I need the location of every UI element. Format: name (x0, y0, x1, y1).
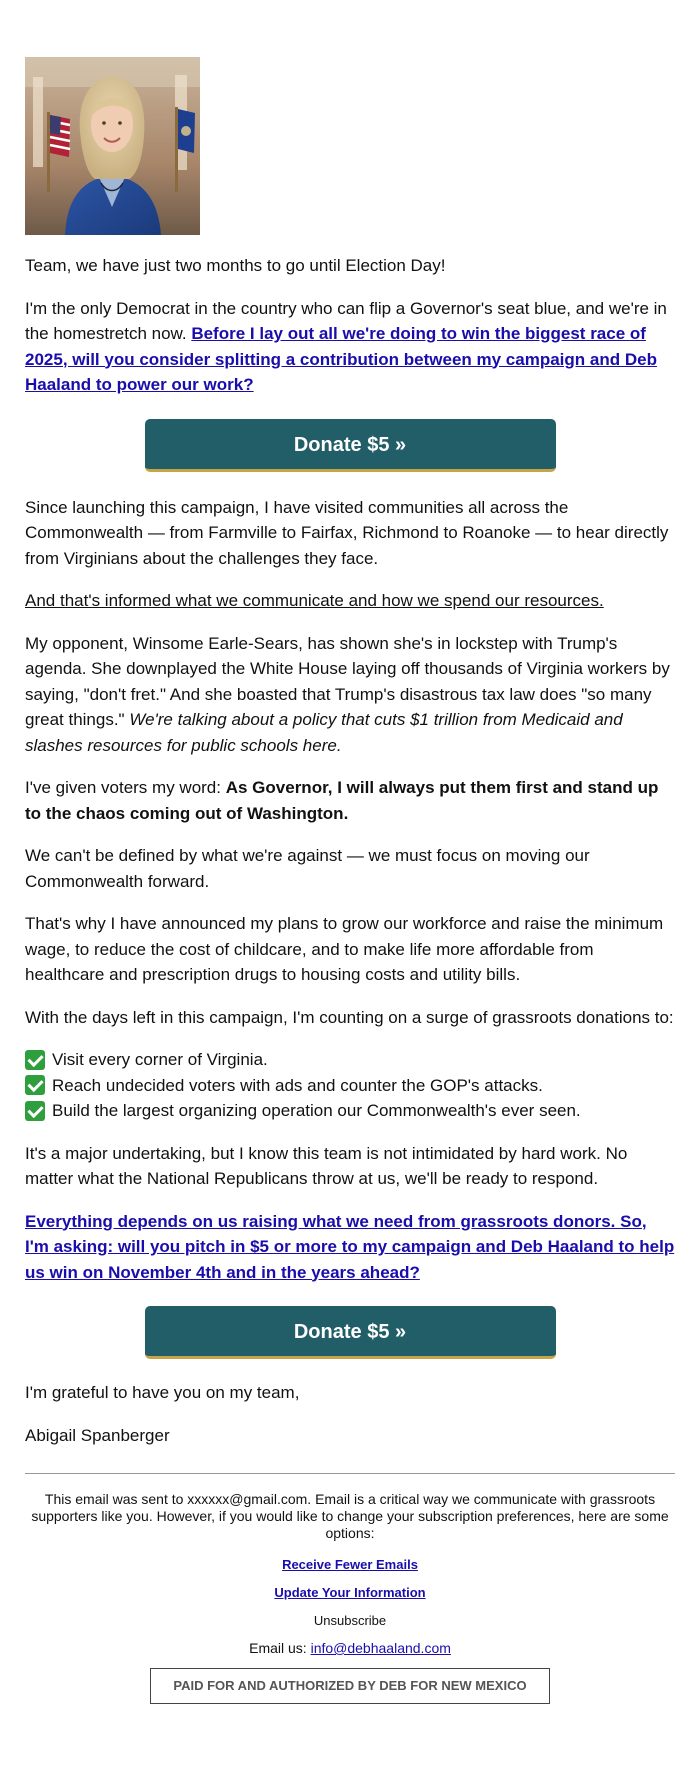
intro-paragraph (25, 296, 675, 398)
checklist-text: Visit every corner of Virginia. (52, 1050, 268, 1069)
checklist-text: Build the largest organizing operation our Commonwealth's ever seen. (52, 1101, 581, 1120)
checklist-text: Reach undecided voters with ads and counter the GOP's attacks. (52, 1075, 543, 1095)
donate-row-1 (25, 419, 675, 472)
list-item (25, 1073, 675, 1099)
opponent-text: My opponent, Winsome Earle-Sears, has shown she's in lockstep with Trump's agenda. She downplayed the White House laying off thousands of Virginia workers by saying, "don't fret." And she boasted that Trump's disastrous tax law does "so many great things." (25, 633, 670, 729)
opponent-paragraph (25, 631, 675, 759)
email-us-label: Email us: (249, 1640, 311, 1656)
surge-paragraph: With the days left in this campaign, I'm counting on a surge of grassroots donations to: (25, 1007, 674, 1027)
check-mark-icon (25, 1075, 45, 1095)
promise-bold: As Governor, I will always put them first and stand up to the chaos coming out of Washington. (25, 778, 659, 823)
list-item (25, 1098, 675, 1124)
contribution-link[interactable]: Before I lay out all we're doing to win the biggest race of 2025, will you consider splitting a contribution between my campaign and Deb Haaland to power our work? (25, 324, 657, 394)
campaign-paragraph: Since launching this campaign, I have visited communities all across the Commonwealth — from Farmville to Fairfax, Richmond to Roanoke — to hear directly from Virginians about the challenges they face. (25, 497, 669, 568)
ask-paragraph (25, 1209, 675, 1286)
signature: Abigail Spanberger (25, 1425, 170, 1445)
email-us-line (25, 1640, 675, 1657)
promise-paragraph (25, 775, 675, 826)
check-mark-icon (25, 1050, 45, 1070)
photo-container (25, 0, 675, 235)
greeting-paragraph: Team, we have just two months to go until Election Day! (25, 256, 446, 275)
update-information-link[interactable]: Update Your Information (274, 1585, 426, 1600)
undertaking-paragraph: It's a major undertaking, but I know this team is not intimidated by hard work. No matter what the National Republicans throw at us, we'll be ready to respond. (25, 1143, 628, 1188)
donate-row-2 (25, 1306, 675, 1359)
resources-paragraph: And that's informed what we communicate and how we spend our resources. (25, 591, 604, 610)
candidate-photo (25, 57, 200, 235)
unsubscribe-link[interactable]: Unsubscribe (313, 1613, 387, 1628)
medicaid-italic: We're talking about a policy that cuts $1 trillion from Medicaid and slashes resources for public schools here. (25, 710, 623, 755)
donate-button-top[interactable]: Donate $5 » (145, 419, 556, 472)
contact-email-link[interactable]: info@debhaaland.com (310, 1640, 451, 1656)
footer (25, 1473, 675, 1704)
promise-text: I've given voters my word: (25, 778, 226, 797)
check-mark-icon (25, 1101, 45, 1121)
forward-paragraph: We can't be defined by what we're against — we must focus on moving our Commonwealth forward. (25, 846, 590, 891)
checklist (25, 1047, 675, 1124)
paid-for-box: PAID FOR AND AUTHORIZED BY DEB FOR NEW MEXICO (150, 1668, 550, 1704)
intro-text: I'm the only Democrat in the country who can flip a Governor's seat blue, and we're in the homestretch now. (25, 298, 667, 343)
closing-line: I'm grateful to have you on my team, (25, 1383, 300, 1402)
receive-fewer-emails-link[interactable]: Receive Fewer Emails (282, 1557, 418, 1572)
donate-button-bottom[interactable]: Donate $5 » (145, 1306, 556, 1359)
pitch-in-link[interactable]: Everything depends on us raising what we need from grassroots donors. So, I'm asking: will you pitch in $5 or more to my campaign and Deb Haaland to help us win on November 4th and in the years ahead? (25, 1211, 675, 1282)
list-item (25, 1047, 675, 1073)
footer-notice: This email was sent to xxxxxx@gmail.com. Email is a critical way we communicate with grassroots supporters like you. However, if you would like to change your subscription preferences, here are some options: (31, 1491, 669, 1541)
plans-paragraph: That's why I have announced my plans to grow our workforce and raise the minimum wage, to reduce the cost of childcare, and to make life more affordable from healthcare and prescription drugs to housing costs and utility bills. (25, 914, 664, 984)
